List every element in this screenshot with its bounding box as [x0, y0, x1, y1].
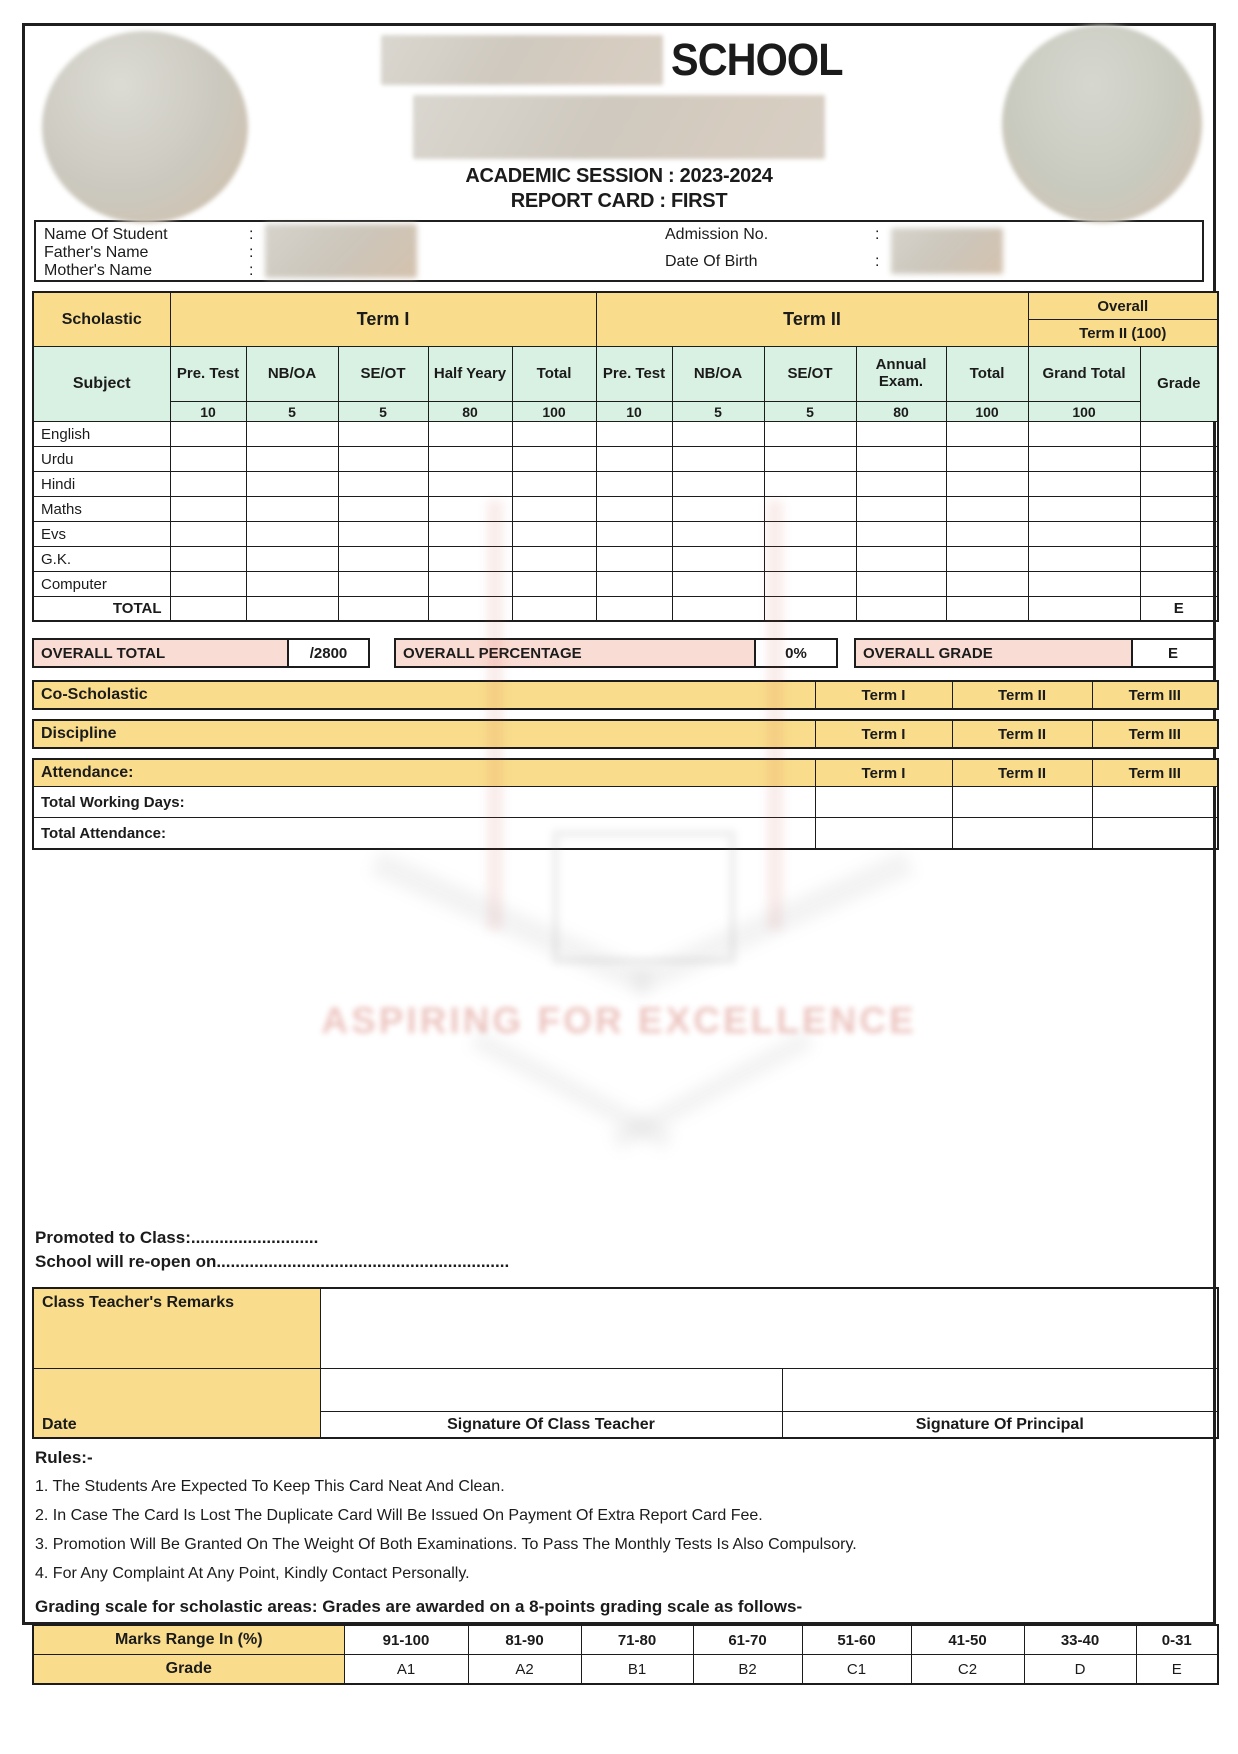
t1-pretest-header: Pre. Test	[170, 347, 246, 402]
mark-cell	[946, 547, 1028, 572]
mark-cell	[428, 547, 512, 572]
range-cell: 51-60	[802, 1625, 911, 1655]
mark-cell	[428, 497, 512, 522]
overall-sub-header: Term II (100)	[1028, 320, 1218, 347]
mark-cell	[170, 447, 246, 472]
mark-cell	[672, 522, 764, 547]
max-marks-cell: 100	[512, 402, 596, 422]
range-cell: 61-70	[693, 1625, 802, 1655]
overall-grade-label: OVERALL GRADE	[856, 640, 1133, 666]
grade-cell: B2	[693, 1655, 802, 1685]
max-marks-cell: 5	[246, 402, 338, 422]
mark-cell	[338, 447, 428, 472]
discipline-label: Discipline	[33, 720, 815, 748]
student-photo	[1002, 25, 1202, 223]
max-marks-cell: 80	[428, 402, 512, 422]
total-attendance-label: Total Attendance:	[33, 818, 815, 850]
mark-cell	[338, 522, 428, 547]
mark-cell	[856, 422, 946, 447]
t1-total-header: Total	[512, 347, 596, 402]
mark-cell	[856, 522, 946, 547]
co-scholastic-term3: Term III	[1092, 681, 1218, 709]
mark-cell	[1028, 597, 1140, 622]
rules-heading: Rules:-	[35, 1448, 93, 1467]
mark-cell	[246, 547, 338, 572]
range-cell: 33-40	[1024, 1625, 1136, 1655]
overall-grade-box	[854, 638, 1215, 668]
subject-row	[33, 497, 1218, 522]
grading-scale-intro: Grading scale for scholastic areas: Grades are awarded on a 8-points grading scale as follows-	[35, 1597, 803, 1616]
working-days-row	[33, 787, 1218, 818]
grade-column-header: Grade	[1140, 347, 1218, 422]
watermark-book-icon	[552, 830, 736, 964]
mark-cell	[672, 472, 764, 497]
t1-nboa-header: NB/OA	[246, 347, 338, 402]
working-days-label: Total Working Days:	[33, 787, 815, 818]
mark-cell	[428, 572, 512, 597]
mark-cell	[946, 472, 1028, 497]
rule-item: 2. In Case The Card Is Lost The Duplicate Card Will Be Issued On Payment Of Extra Report Card Fee.	[35, 1507, 763, 1524]
max-marks-cell: 80	[856, 402, 946, 422]
subject-name: Hindi	[33, 472, 170, 497]
mark-cell	[946, 522, 1028, 547]
remarks-table	[32, 1287, 1219, 1439]
mark-cell	[1028, 472, 1140, 497]
mark-cell	[1028, 497, 1140, 522]
mark-cell	[946, 497, 1028, 522]
mark-cell	[856, 572, 946, 597]
grade-row	[33, 1655, 1218, 1685]
discipline-term1: Term I	[815, 720, 952, 748]
mark-cell	[596, 497, 672, 522]
mark-cell	[246, 447, 338, 472]
grade-row-label: Grade	[33, 1655, 344, 1685]
subject-row	[33, 572, 1218, 597]
mark-cell	[170, 572, 246, 597]
mark-cell	[672, 572, 764, 597]
school-name-redacted	[381, 35, 663, 85]
mark-cell	[170, 522, 246, 547]
t2-total-header: Total	[946, 347, 1028, 402]
colon: :	[875, 253, 880, 270]
grade-cell: A2	[468, 1655, 581, 1685]
mark-cell	[246, 572, 338, 597]
promoted-to-class-line: Promoted to Class:...........................	[35, 1228, 319, 1247]
teacher-signature-label: Signature Of Class Teacher	[320, 1412, 782, 1439]
total-grade: E	[1140, 597, 1218, 622]
attendance-label: Attendance:	[33, 759, 815, 787]
overall-grade-value: E	[1133, 640, 1213, 666]
mark-cell	[246, 422, 338, 447]
mark-cell	[428, 472, 512, 497]
admission-dob-redacted	[891, 228, 1003, 274]
mark-cell	[946, 597, 1028, 622]
mark-cell	[764, 472, 856, 497]
header	[32, 26, 1206, 220]
mother-name-label: Mother's Name	[44, 262, 152, 279]
mark-cell	[596, 547, 672, 572]
remarks-blank-area	[320, 1288, 1218, 1369]
colon: :	[875, 226, 880, 243]
mark-cell	[672, 597, 764, 622]
student-names-redacted	[265, 224, 417, 278]
marks-range-label: Marks Range In (%)	[33, 1625, 344, 1655]
grand-total-header: Grand Total	[1028, 347, 1140, 402]
mark-cell	[946, 572, 1028, 597]
overall-percentage-value: 0%	[756, 640, 836, 666]
attendance-cell	[815, 787, 952, 818]
range-cell: 81-90	[468, 1625, 581, 1655]
mark-cell	[596, 522, 672, 547]
father-name-label: Father's Name	[44, 244, 149, 261]
marks-range-row	[33, 1625, 1218, 1655]
range-cell: 41-50	[911, 1625, 1024, 1655]
mark-cell	[170, 597, 246, 622]
mark-cell	[1028, 572, 1140, 597]
mark-cell	[338, 472, 428, 497]
attendance-term3: Term III	[1092, 759, 1218, 787]
admission-no-label: Admission No.	[665, 226, 769, 243]
t2-nboa-header: NB/OA	[672, 347, 764, 402]
total-row	[33, 597, 1218, 622]
mark-cell	[428, 522, 512, 547]
mark-cell	[246, 597, 338, 622]
mark-cell	[946, 447, 1028, 472]
student-name-label: Name Of Student	[44, 226, 168, 243]
subject-name: Evs	[33, 522, 170, 547]
report-card-border	[22, 23, 1216, 1678]
mark-cell	[512, 447, 596, 472]
mark-cell	[428, 447, 512, 472]
discipline-term2: Term II	[952, 720, 1092, 748]
total-label: TOTAL	[33, 597, 170, 622]
watermark-chevron-icon	[630, 850, 915, 996]
grade-cell: B1	[581, 1655, 693, 1685]
mark-cell	[764, 422, 856, 447]
attendance-cell	[952, 787, 1092, 818]
mark-cell	[764, 547, 856, 572]
teacher-signature-area	[320, 1369, 782, 1412]
max-marks-cell: 10	[170, 402, 246, 422]
mark-cell	[856, 547, 946, 572]
mark-cell	[764, 447, 856, 472]
grade-cell	[1140, 422, 1218, 447]
attendance-cell	[1092, 787, 1218, 818]
grade-cell	[1140, 547, 1218, 572]
max-marks-cell: 100	[1028, 402, 1140, 422]
attendance-cell	[952, 818, 1092, 850]
subject-name: G.K.	[33, 547, 170, 572]
mark-cell	[246, 497, 338, 522]
mark-cell	[428, 597, 512, 622]
grading-scale-table	[32, 1624, 1219, 1685]
t2-seot-header: SE/OT	[764, 347, 856, 402]
colon: :	[249, 244, 254, 261]
overall-total-value: /2800	[289, 640, 368, 666]
co-scholastic-label: Co-Scholastic	[33, 681, 815, 709]
t2-annual-header: Annual Exam.	[856, 347, 946, 402]
mark-cell	[338, 572, 428, 597]
rule-item: 4. For Any Complaint At Any Point, Kindly Contact Personally.	[35, 1565, 470, 1582]
grade-cell: A1	[344, 1655, 468, 1685]
page-title: SCHOOL	[670, 34, 843, 85]
grade-cell	[1140, 572, 1218, 597]
mark-cell	[170, 422, 246, 447]
mark-cell	[764, 497, 856, 522]
mark-cell	[338, 422, 428, 447]
subject-column-header: Subject	[33, 347, 170, 422]
range-cell: 91-100	[344, 1625, 468, 1655]
max-marks-cell: 5	[672, 402, 764, 422]
subject-row	[33, 547, 1218, 572]
mark-cell	[764, 522, 856, 547]
colon: :	[249, 226, 254, 243]
co-scholastic-term2: Term II	[952, 681, 1092, 709]
grade-cell: C2	[911, 1655, 1024, 1685]
overall-percentage-box	[394, 638, 838, 668]
attendance-table	[32, 758, 1219, 850]
mark-cell	[856, 472, 946, 497]
watermark-chevron-icon	[470, 1030, 674, 1151]
watermark-chevron-icon	[610, 1030, 814, 1151]
mark-cell	[338, 547, 428, 572]
mark-cell	[170, 497, 246, 522]
overall-header: Overall	[1028, 292, 1218, 320]
mark-cell	[596, 597, 672, 622]
mark-cell	[856, 497, 946, 522]
class-teacher-remarks-label: Class Teacher's Remarks	[33, 1288, 320, 1369]
rule-item: 3. Promotion Will Be Granted On The Weight Of Both Examinations. To Pass The Monthly Tests Is Also Compulsory.	[35, 1536, 857, 1553]
watermark-chevron-icon	[370, 850, 655, 996]
mark-cell	[246, 522, 338, 547]
mark-cell	[512, 422, 596, 447]
mark-cell	[512, 547, 596, 572]
mark-cell	[512, 472, 596, 497]
mark-cell	[764, 572, 856, 597]
mark-cell	[596, 572, 672, 597]
attendance-cell	[815, 818, 952, 850]
grade-cell: E	[1136, 1655, 1218, 1685]
scholastic-section-label: Scholastic	[33, 292, 170, 347]
t1-seot-header: SE/OT	[338, 347, 428, 402]
mark-cell	[170, 472, 246, 497]
mark-cell	[596, 472, 672, 497]
mark-cell	[946, 422, 1028, 447]
principal-signature-label: Signature Of Principal	[782, 1412, 1218, 1439]
subject-row	[33, 422, 1218, 447]
grade-cell	[1140, 522, 1218, 547]
discipline-table	[32, 719, 1219, 749]
max-marks-cell: 100	[946, 402, 1028, 422]
range-cell: 0-31	[1136, 1625, 1218, 1655]
subject-row	[33, 522, 1218, 547]
overall-total-label: OVERALL TOTAL	[34, 640, 289, 666]
discipline-term3: Term III	[1092, 720, 1218, 748]
grade-cell	[1140, 447, 1218, 472]
subject-name: Maths	[33, 497, 170, 522]
school-logo-image	[42, 31, 248, 223]
mark-cell	[246, 472, 338, 497]
mark-cell	[856, 447, 946, 472]
mark-cell	[338, 597, 428, 622]
t2-pretest-header: Pre. Test	[596, 347, 672, 402]
mark-cell	[428, 422, 512, 447]
mark-cell	[1028, 547, 1140, 572]
mark-cell	[1028, 447, 1140, 472]
school-address-redacted	[413, 95, 825, 159]
mark-cell	[338, 497, 428, 522]
subject-row	[33, 447, 1218, 472]
max-marks-cell: 10	[596, 402, 672, 422]
mark-cell	[512, 497, 596, 522]
term1-header: Term I	[170, 292, 596, 347]
principal-signature-area	[782, 1369, 1218, 1412]
dob-label: Date Of Birth	[665, 253, 758, 270]
mark-cell	[672, 547, 764, 572]
overall-summary	[32, 638, 1217, 668]
mark-cell	[672, 497, 764, 522]
mark-cell	[1028, 422, 1140, 447]
grade-cell: D	[1024, 1655, 1136, 1685]
grade-cell: C1	[802, 1655, 911, 1685]
subject-name: English	[33, 422, 170, 447]
date-label: Date	[33, 1369, 320, 1439]
grade-cell	[1140, 497, 1218, 522]
watermark-motto: ASPIRING FOR EXCELLENCE	[321, 1000, 917, 1041]
mark-cell	[512, 522, 596, 547]
scholastic-table	[32, 291, 1219, 622]
mark-cell	[596, 447, 672, 472]
mark-cell	[512, 572, 596, 597]
subject-name: Urdu	[33, 447, 170, 472]
mark-cell	[764, 597, 856, 622]
overall-total-box	[32, 638, 370, 668]
term2-header: Term II	[596, 292, 1028, 347]
watermark-area	[32, 850, 1206, 1226]
subject-row	[33, 472, 1218, 497]
t1-halfyearly-header: Half Yeary	[428, 347, 512, 402]
grade-cell	[1140, 472, 1218, 497]
mark-cell	[170, 547, 246, 572]
max-marks-cell: 5	[338, 402, 428, 422]
attendance-term2: Term II	[952, 759, 1092, 787]
mark-cell	[512, 597, 596, 622]
rule-item: 1. The Students Are Expected To Keep This Card Neat And Clean.	[35, 1478, 505, 1495]
student-info-box	[34, 220, 1204, 282]
range-cell: 71-80	[581, 1625, 693, 1655]
max-marks-cell: 5	[764, 402, 856, 422]
attendance-term1: Term I	[815, 759, 952, 787]
mark-cell	[1028, 522, 1140, 547]
academic-session: ACADEMIC SESSION : 2023-2024	[465, 165, 773, 187]
report-card-type: REPORT CARD : FIRST	[510, 190, 728, 212]
mark-cell	[672, 447, 764, 472]
colon: :	[249, 262, 254, 279]
total-attendance-row	[33, 818, 1218, 850]
mark-cell	[672, 422, 764, 447]
attendance-cell	[1092, 818, 1218, 850]
overall-percentage-label: OVERALL PERCENTAGE	[396, 640, 756, 666]
co-scholastic-table	[32, 680, 1219, 710]
mark-cell	[596, 422, 672, 447]
mark-cell	[856, 597, 946, 622]
school-reopen-line: School will re-open on..............................................................	[35, 1252, 510, 1271]
co-scholastic-term1: Term I	[815, 681, 952, 709]
subject-name: Computer	[33, 572, 170, 597]
